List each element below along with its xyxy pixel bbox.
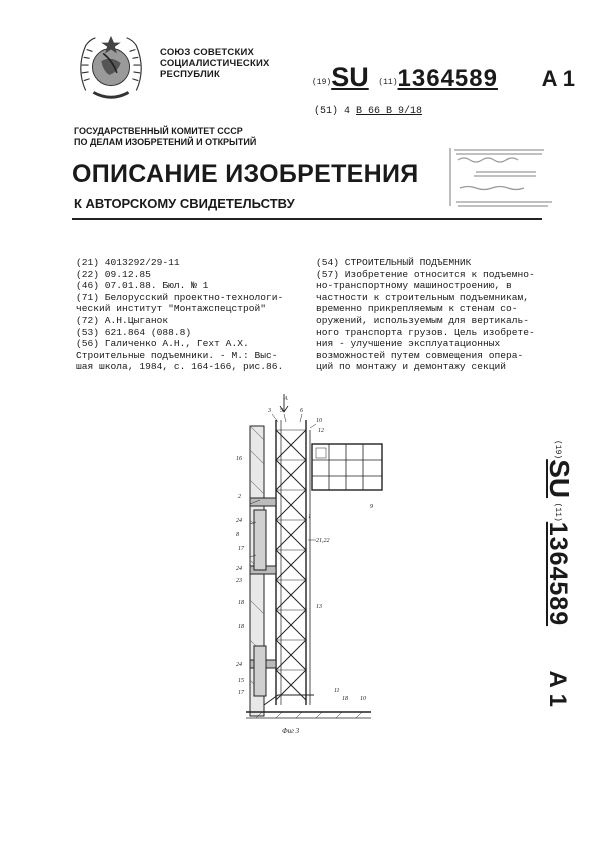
svg-text:9: 9 [370, 504, 373, 510]
document-title: ОПИСАНИЕ ИЗОБРЕТЕНИЯ [72, 160, 419, 188]
svg-text:11: 11 [334, 688, 340, 694]
biblio-line: (46) 07.01.88. Бюл. № 1 [76, 280, 209, 292]
abstract-line: оружений, используемым для вертикаль- [316, 314, 530, 326]
svg-text:18: 18 [342, 696, 348, 702]
abstract-line: но-транспортному машиностроению, в [316, 280, 512, 292]
svg-text:17: 17 [238, 546, 244, 552]
abstract-line: (57) Изобретение относится к подъемно- [316, 268, 535, 280]
biblio-line: Строительные подъемники. - М.: Выс- [76, 349, 278, 361]
svg-text:24: 24 [236, 518, 242, 524]
svg-text:1: 1 [308, 514, 311, 520]
biblio-line: (71) Белорусский проектно-технологи- [76, 291, 284, 303]
svg-text:16: 16 [236, 456, 242, 462]
svg-text:17: 17 [238, 690, 244, 696]
abstract-line: временно прикрепляемым к стенам со- [316, 303, 518, 315]
abstract-line: ций по монтажу и демонтажу секций [316, 361, 506, 373]
svg-text:8: 8 [236, 532, 239, 538]
bibliographic-data [76, 257, 312, 373]
figure-caption: Фиг 3 [282, 727, 300, 735]
svg-text:18: 18 [238, 624, 244, 630]
svg-text:10: 10 [316, 418, 322, 424]
committee-name: ГОСУДАРСТВЕННЫЙ КОМИТЕТ СССР ПО ДЕЛАМ ИЗОБРЕТЕНИЙ И ОТКРЫТИЙ [74, 126, 257, 147]
abstract-line: ния - улучшение эксплуатационных [316, 338, 501, 350]
abstract-line: частности к строительным подъемникам, [316, 291, 530, 303]
abstract-line: возможностей путем совмещения опера- [316, 349, 524, 361]
document-subtitle: К АВТОРСКОМУ СВИДЕТЕЛЬСТВУ [74, 196, 295, 211]
abstract-text [316, 257, 556, 373]
svg-text:A: A [284, 396, 288, 402]
publication-number: (19)SU (11)1364589 A 1 [312, 62, 575, 92]
svg-text:13: 13 [316, 604, 322, 610]
svg-text:18: 18 [238, 600, 244, 606]
svg-text:6: 6 [300, 408, 303, 414]
ussr-emblem-icon [72, 30, 150, 108]
ipc-classification: (51) 4 B 66 B 9/18 [314, 106, 423, 117]
biblio-line: (53) 621.864 (088.8) [76, 326, 192, 338]
svg-text:5: 5 [280, 408, 283, 414]
biblio-line: шая школа, 1984, с. 164-166, рис.86. [76, 361, 284, 373]
biblio-line: (22) 09.12.85 [76, 268, 151, 280]
svg-text:21,22: 21,22 [316, 538, 330, 544]
svg-text:15: 15 [238, 678, 244, 684]
svg-text:23: 23 [236, 578, 242, 584]
union-name: СОЮЗ СОВЕТСКИХ СОЦИАЛИСТИЧЕСКИХ РЕСПУБЛИК [160, 47, 270, 80]
svg-text:3: 3 [268, 408, 271, 414]
abstract-line: ного транспорта грузов. Цель изобрете- [316, 326, 535, 338]
svg-text:24: 24 [236, 662, 242, 668]
svg-text:24: 24 [236, 566, 242, 572]
lift-technical-drawing [236, 390, 386, 735]
biblio-line: ческий институт "Монтажспецстрой" [76, 303, 266, 315]
svg-text:12: 12 [318, 428, 324, 434]
svg-text:10: 10 [360, 696, 366, 702]
svg-text:2: 2 [238, 494, 241, 500]
side-publication-number: $^{(19)}$SU $^{(11)}$1364589 A 1 [544, 440, 575, 708]
biblio-line: (56) Галиченко А.Н., Гехт А.Х. [76, 338, 249, 350]
abstract-line: (54) СТРОИТЕЛЬНЫЙ ПОДЪЕМНИК [316, 257, 472, 268]
header-divider [72, 218, 542, 220]
biblio-line: (72) А.Н.Цыганок [76, 314, 169, 326]
biblio-line: (21) 4013292/29-11 [76, 257, 180, 268]
library-stamp-icon [446, 140, 566, 218]
